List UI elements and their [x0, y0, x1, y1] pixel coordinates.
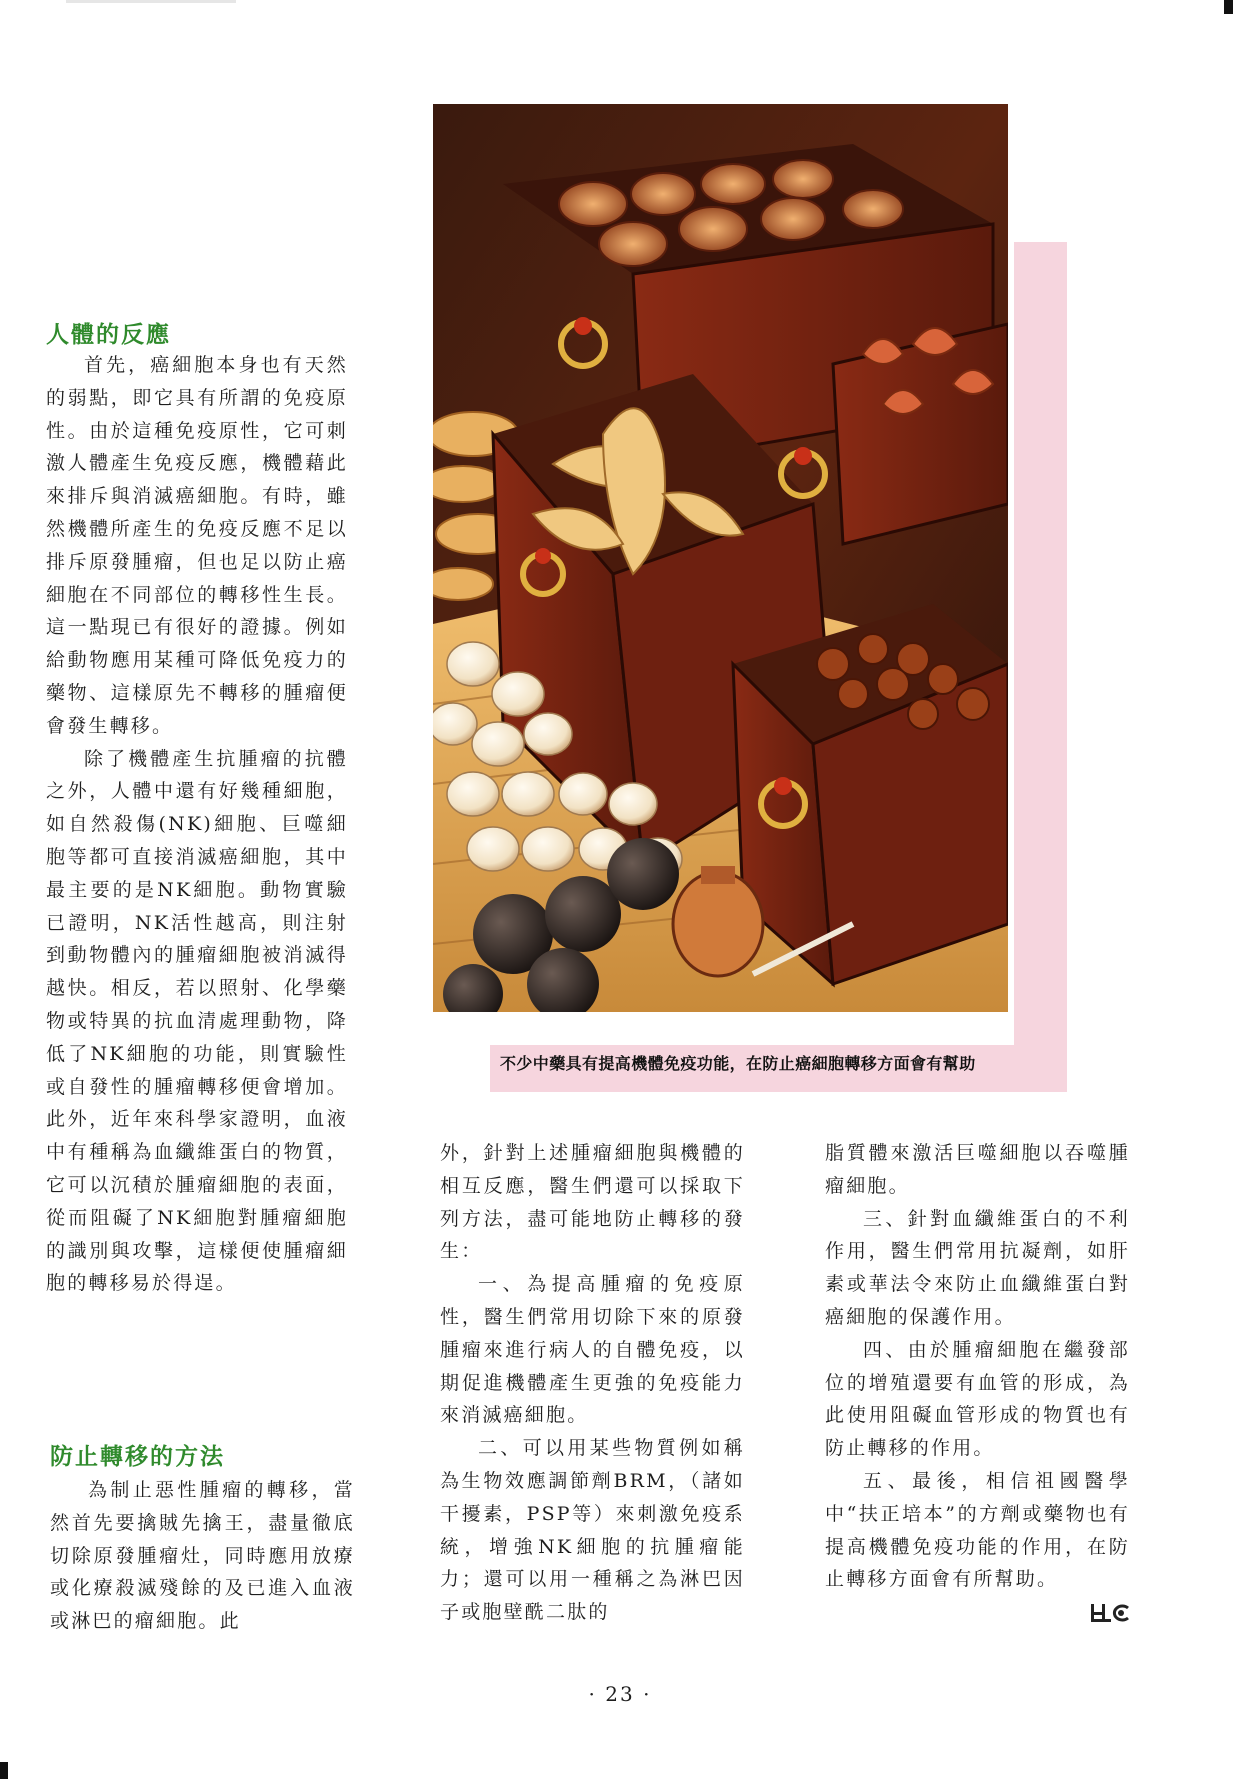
paragraph: 首先，癌細胞本身也有天然的弱點，即它具有所謂的免疫原性。由於這種免疫原性，它可刺激人體產生免疫反應，機體藉此來排斥與消滅癌細胞。有時，雖然機體所產生的免疫反應不足以排斥原發腫瘤，但也足以防止癌細胞在不同部位的轉移性生長。這一點現已有很好的證據。例如給動物應用某種可降低免疫力的藥物、這樣原先不轉移的腫瘤便會發生轉移。 — [46, 354, 348, 737]
header-rule — [66, 0, 236, 3]
figure — [430, 102, 1014, 1045]
herb-drawers-illustration — [433, 104, 1008, 1012]
article-column-left — [46, 349, 348, 1300]
registration-mark-top — [1224, 0, 1233, 14]
paragraph: 三、針對血纖維蛋白的不利作用，醫生們常用抗凝劑，如肝素或華法令來防止血纖維蛋白對癌細胞的保護作用。 — [825, 1207, 1130, 1328]
article-end-logo — [1090, 1602, 1132, 1624]
paragraph: 五、最後，相信祖國醫學中“扶正培本”的方劑或藥物也有提高機體免疫功能的作用，在防止轉移方面會有所幫助。 — [825, 1469, 1130, 1591]
page-number: · 23 · — [588, 1682, 652, 1706]
article-column-middle — [440, 1137, 745, 1629]
article-column-right — [825, 1137, 1130, 1596]
paragraph: 外，針對上述腫瘤細胞與機體的相互反應，醫生們還可以採取下列方法，盡可能地防止轉移的發生： — [440, 1142, 745, 1263]
paragraph: 脂質體來激活巨噬細胞以吞噬腫瘤細胞。 — [825, 1142, 1130, 1197]
registration-mark-bottom — [0, 1762, 8, 1779]
section-heading-prevention: 防止轉移的方法 — [50, 1444, 225, 1470]
article-column-left-lower — [50, 1474, 355, 1638]
figure-caption: 不少中藥具有提高機體免疫功能，在防止癌細胞轉移方面會有幫助 — [500, 1054, 976, 1073]
section-heading-body-reaction: 人體的反應 — [46, 322, 171, 348]
paragraph: 一、為提高腫瘤的免疫原性，醫生們常用切除下來的原發腫瘤來進行病人的自體免疫，以期促進機體產生更強的免疫能力來消滅癌細胞。 — [440, 1273, 745, 1427]
paragraph: 為制止惡性腫瘤的轉移，當然首先要擒賊先擒王，盡量徹底切除原發腫瘤灶，同時應用放療或化療殺滅殘餘的及已進入血液或淋巴的瘤細胞。此 — [50, 1479, 355, 1633]
paragraph: 除了機體產生抗腫瘤的抗體之外，人體中還有好幾種細胞，如自然殺傷(NK)細胞、巨噬細胞等都可直接消滅癌細胞，其中最主要的是NK細胞。動物實驗已證明，NK活性越高，則注射到動物體內的腫瘤細胞被消滅得越快。相反，若以照射、化學藥物或特異的抗血清處理動物，降低了NK細胞的功能，則實驗性或自發性的腫瘤轉移便會增加。此外，近年來科學家證明，血液中有種稱為血纖維蛋白的物質，它可以沉積於腫瘤細胞的表面，從而阻礙了NK細胞對腫瘤細胞的識別與攻擊，這樣便使腫瘤細胞的轉移易於得逞。 — [46, 747, 348, 1295]
paragraph: 二、可以用某些物質例如稱為生物效應調節劑BRM，（諸如干擾素，PSP等）來刺激免疫系統，增強NK細胞的抗腫瘤能力；還可以用一種稱之為淋巴因子或胞壁酰二肽的 — [440, 1437, 745, 1624]
paragraph: 四、由於腫瘤細胞在繼發部位的增殖還要有血管的形成，為此使用阻礙血管形成的物質也有防止轉移的作用。 — [825, 1338, 1130, 1460]
